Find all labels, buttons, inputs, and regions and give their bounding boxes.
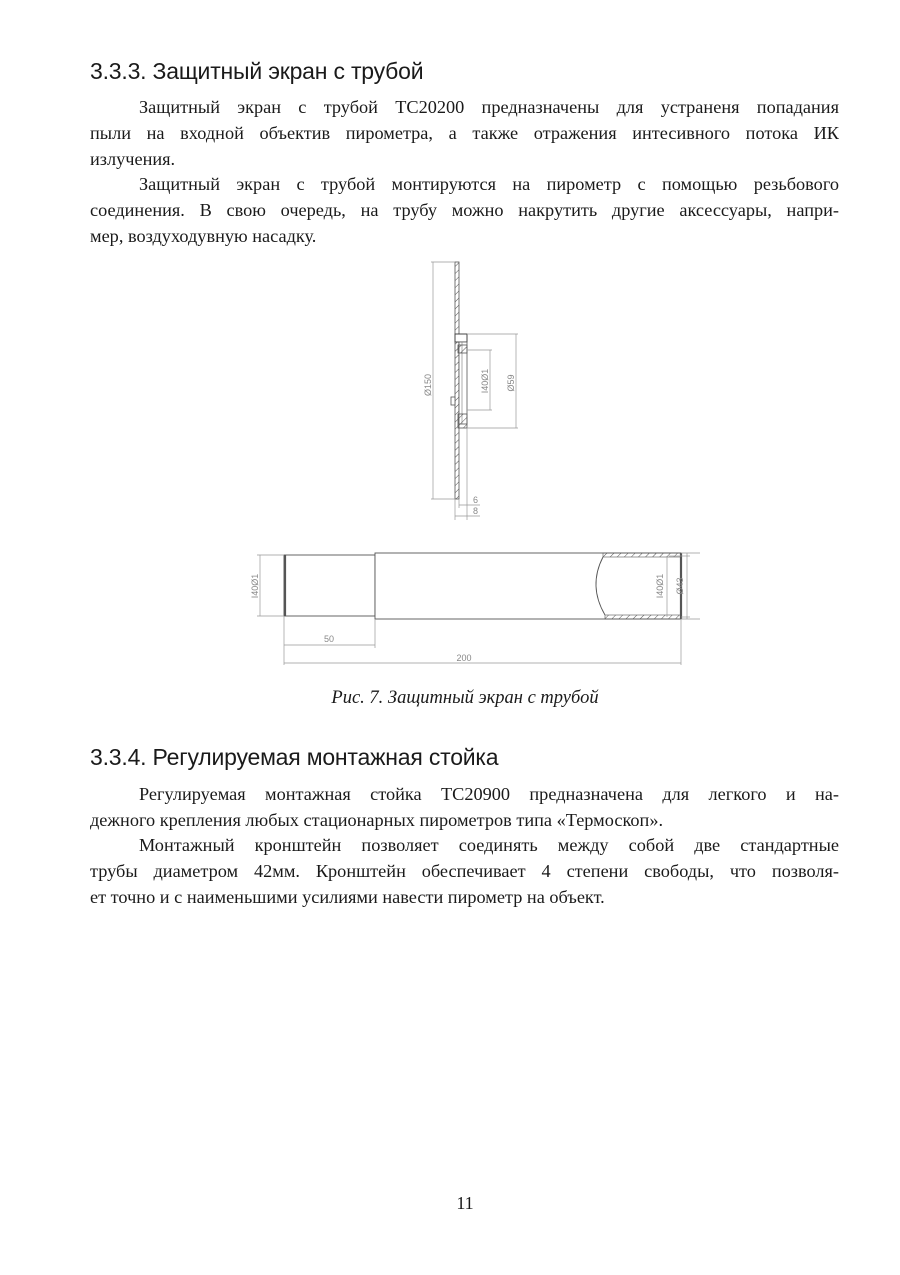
screen-disc xyxy=(451,262,467,499)
text-line: ет точно и с наименьшими усилиями навести пирометр на объект. xyxy=(90,886,605,907)
text-line: дежного крепления любых стационарных пирометров типа «Термоскоп». xyxy=(90,809,664,830)
tube-body xyxy=(284,553,681,619)
figure-caption: Рис. 7. Защитный экран с трубой xyxy=(331,688,599,708)
screen-dimension-lines xyxy=(431,262,518,520)
dim-thread: I40Ø1 xyxy=(480,368,490,394)
dim-thread-right: I40Ø1 xyxy=(655,573,665,599)
text-line: излучения. xyxy=(90,148,176,169)
text-line: Регулируемая монтажная стойка ТС20900 предназначена для легкого и на- xyxy=(139,784,839,804)
dim-50: 50 xyxy=(323,634,335,644)
dim-d43: Ø43 xyxy=(675,577,685,595)
dim-d59: Ø59 xyxy=(506,374,516,392)
section-heading-3-3-4: 3.3.4. Регулируемая монтажная стойка xyxy=(90,744,499,770)
page-number: 11 xyxy=(456,1193,474,1213)
dim-8: 8 xyxy=(473,506,479,516)
text-line: пыли на входной объектив пирометра, а также отражения интесивного потока ИК xyxy=(90,122,839,143)
text-line: Монтажный кронштейн позволяет соединять между собой две стандартные xyxy=(139,835,839,855)
text-line: соединения. В свою очередь, на трубу можно накрутить другие аксессуары, напри- xyxy=(90,199,839,220)
text-line: Защитный экран с трубой монтируются на пирометр с помощью резьбового xyxy=(139,174,839,194)
text-line: Защитный экран с трубой ТС20200 предназначены для устраненя попадания xyxy=(139,97,839,117)
dim-6: 6 xyxy=(473,495,479,505)
text-line: трубы диаметром 42мм. Кронштейн обеспечивает 4 степени свободы, что позволя- xyxy=(90,860,839,881)
dim-d150: Ø150 xyxy=(423,373,433,397)
dim-200: 200 xyxy=(456,653,472,663)
paragraph-stand-bracket xyxy=(90,833,839,910)
section-heading-3-3-3: 3.3.3. Защитный экран с трубой xyxy=(90,58,424,84)
dim-thread-left: I40Ø1 xyxy=(250,573,260,599)
text-line: мер, воздуходувную насадку. xyxy=(90,225,317,246)
paragraph-stand-purpose xyxy=(90,782,839,834)
